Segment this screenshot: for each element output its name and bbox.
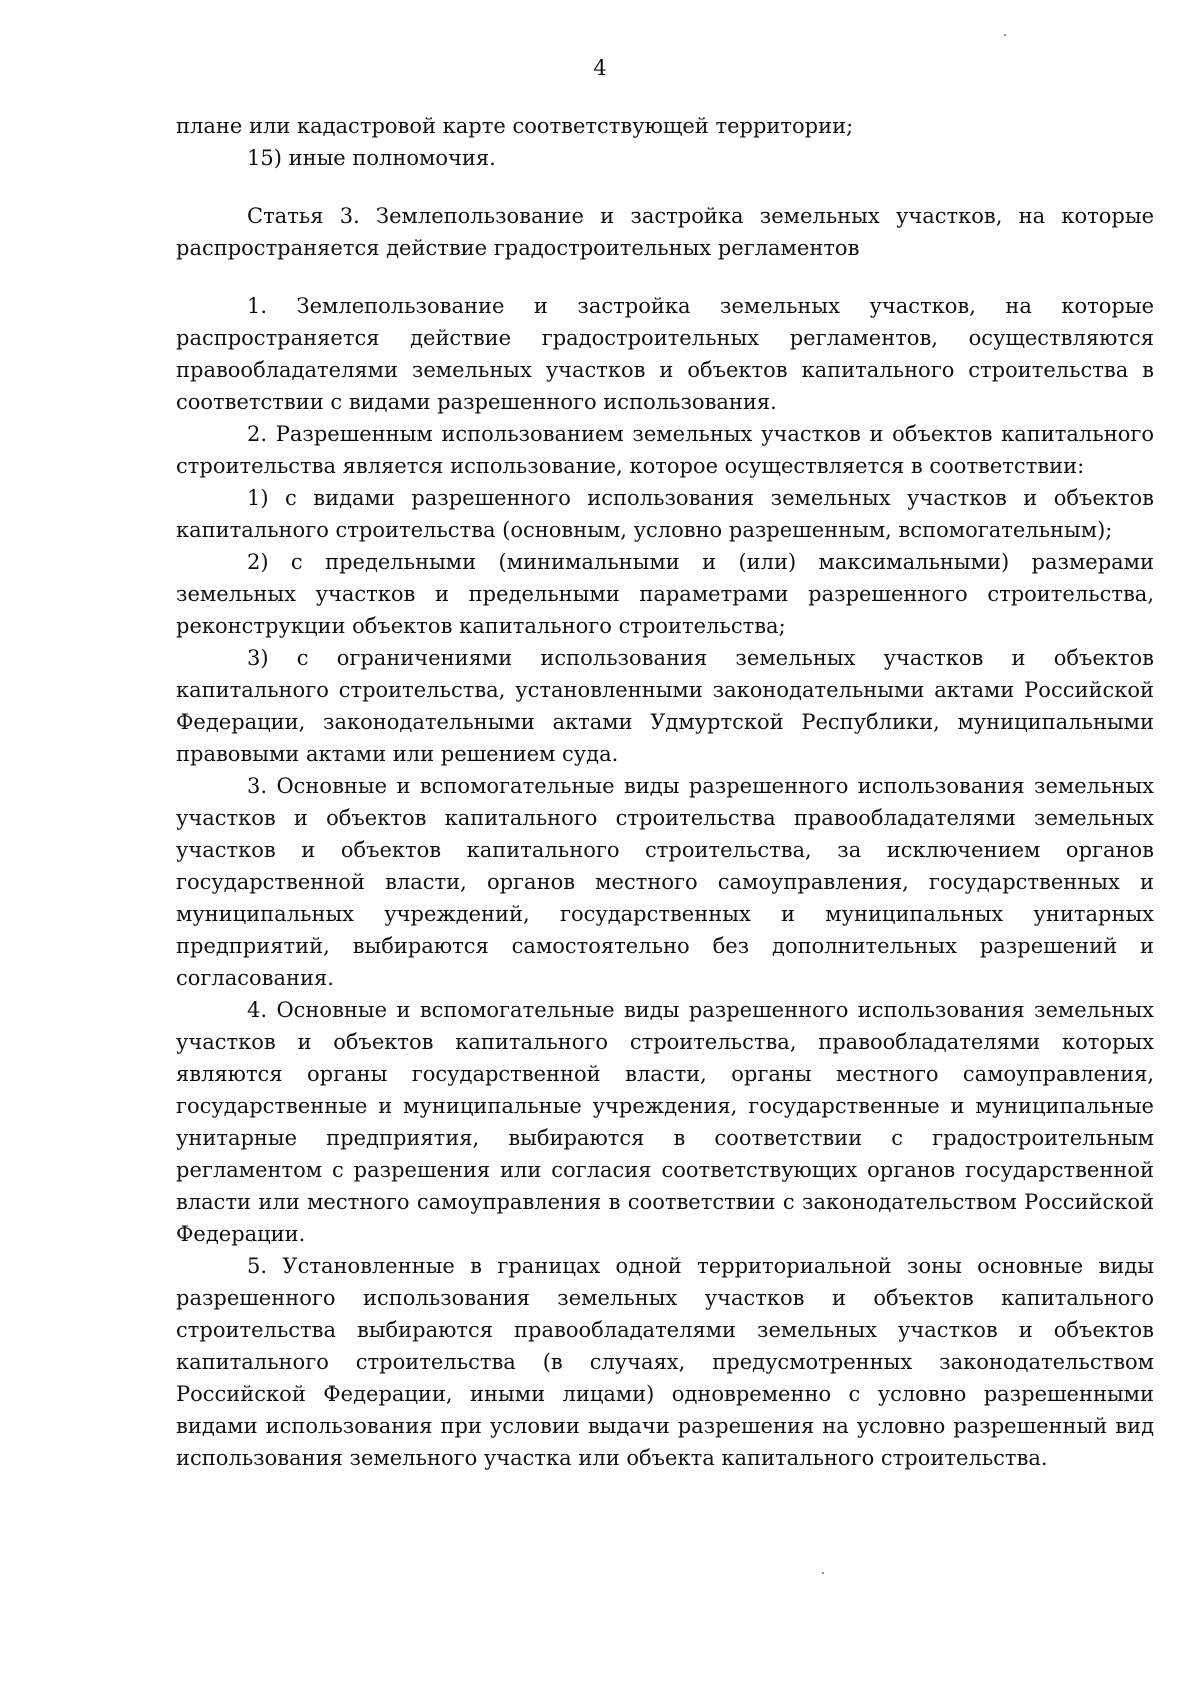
- scan-speck: [822, 1572, 824, 1574]
- article-paragraph-1: 1. Землепользование и застройка земельных участков, на которые распространяется действие градостроительных регламентов, осуществляются правообладателями земельных участков и объектов капитального строительства в соответствии с видами разрешенного использования.: [176, 294, 1154, 414]
- scan-speck: [1004, 34, 1006, 36]
- article-subitem-1: 1) с видами разрешенного использования земельных участков и объектов капитального строительства (основным, условно разрешенным, вспомогательным);: [176, 486, 1154, 542]
- spacer: [176, 264, 1154, 290]
- article-paragraph-2: 2. Разрешенным использованием земельных участков и объектов капитального строительства является использование, которое осуществляется в соответствии:: [176, 422, 1154, 478]
- article-paragraph-3: 3. Основные и вспомогательные виды разрешенного использования земельных участков и объектов капитального строительства правообладателями земельных участков и объектов капитального строительства, за исключением органов государственной власти, органов местного самоуправления, государственных и муниципальных учреждений, государственных и муниципальных унитарных предприятий, выбираются самостоятельно без дополнительных разрешений и согласования.: [176, 774, 1154, 990]
- article-subitem-2: 2) с предельными (минимальными и (или) максимальными) размерами земельных участков и предельными параметрами разрешенного строительства, реконструкции объектов капитального строительства;: [176, 550, 1154, 638]
- article-paragraph-5: 5. Установленные в границах одной территориальной зоны основные виды разрешенного использования земельных участков и объектов капитального строительства выбираются правообладателями земельных участков и объектов капитального строительства (в случаях, предусмотренных законодательством Российской Федерации, иными лицами) одновременно с условно разрешенными видами использования при условии выдачи разрешения на условно разрешенный вид использования земельного участка или объекта капитального строительства.: [176, 1254, 1154, 1470]
- document-body: [176, 110, 1154, 1474]
- spacer: [176, 174, 1154, 200]
- article-paragraph-4: 4. Основные и вспомогательные виды разрешенного использования земельных участков и объектов капитального строительства, правообладателями которых являются органы государственной власти, органы местного самоуправления, государственные и муниципальные учреждения, государственные и муниципальные унитарные предприятия, выбираются в соответствии с градостроительным регламентом с разрешения или согласия соответствующих органов государственной власти или местного самоуправления в соответствии с законодательством Российской Федерации.: [176, 998, 1154, 1246]
- list-item-15: 15) иные полномочия.: [247, 146, 496, 170]
- article-heading: Статья 3. Землепользование и застройка земельных участков, на которые распространяется действие градостроительных регламентов: [176, 204, 1154, 260]
- article-subitem-3: 3) с ограничениями использования земельных участков и объектов капитального строительства, установленными законодательными актами Российской Федерации, законодательными актами Удмуртской Республики, муниципальными правовыми актами или решением суда.: [176, 646, 1154, 766]
- paragraph-continuation: плане или кадастровой карте соответствующей территории;: [176, 114, 854, 138]
- page-number: 4: [593, 56, 607, 80]
